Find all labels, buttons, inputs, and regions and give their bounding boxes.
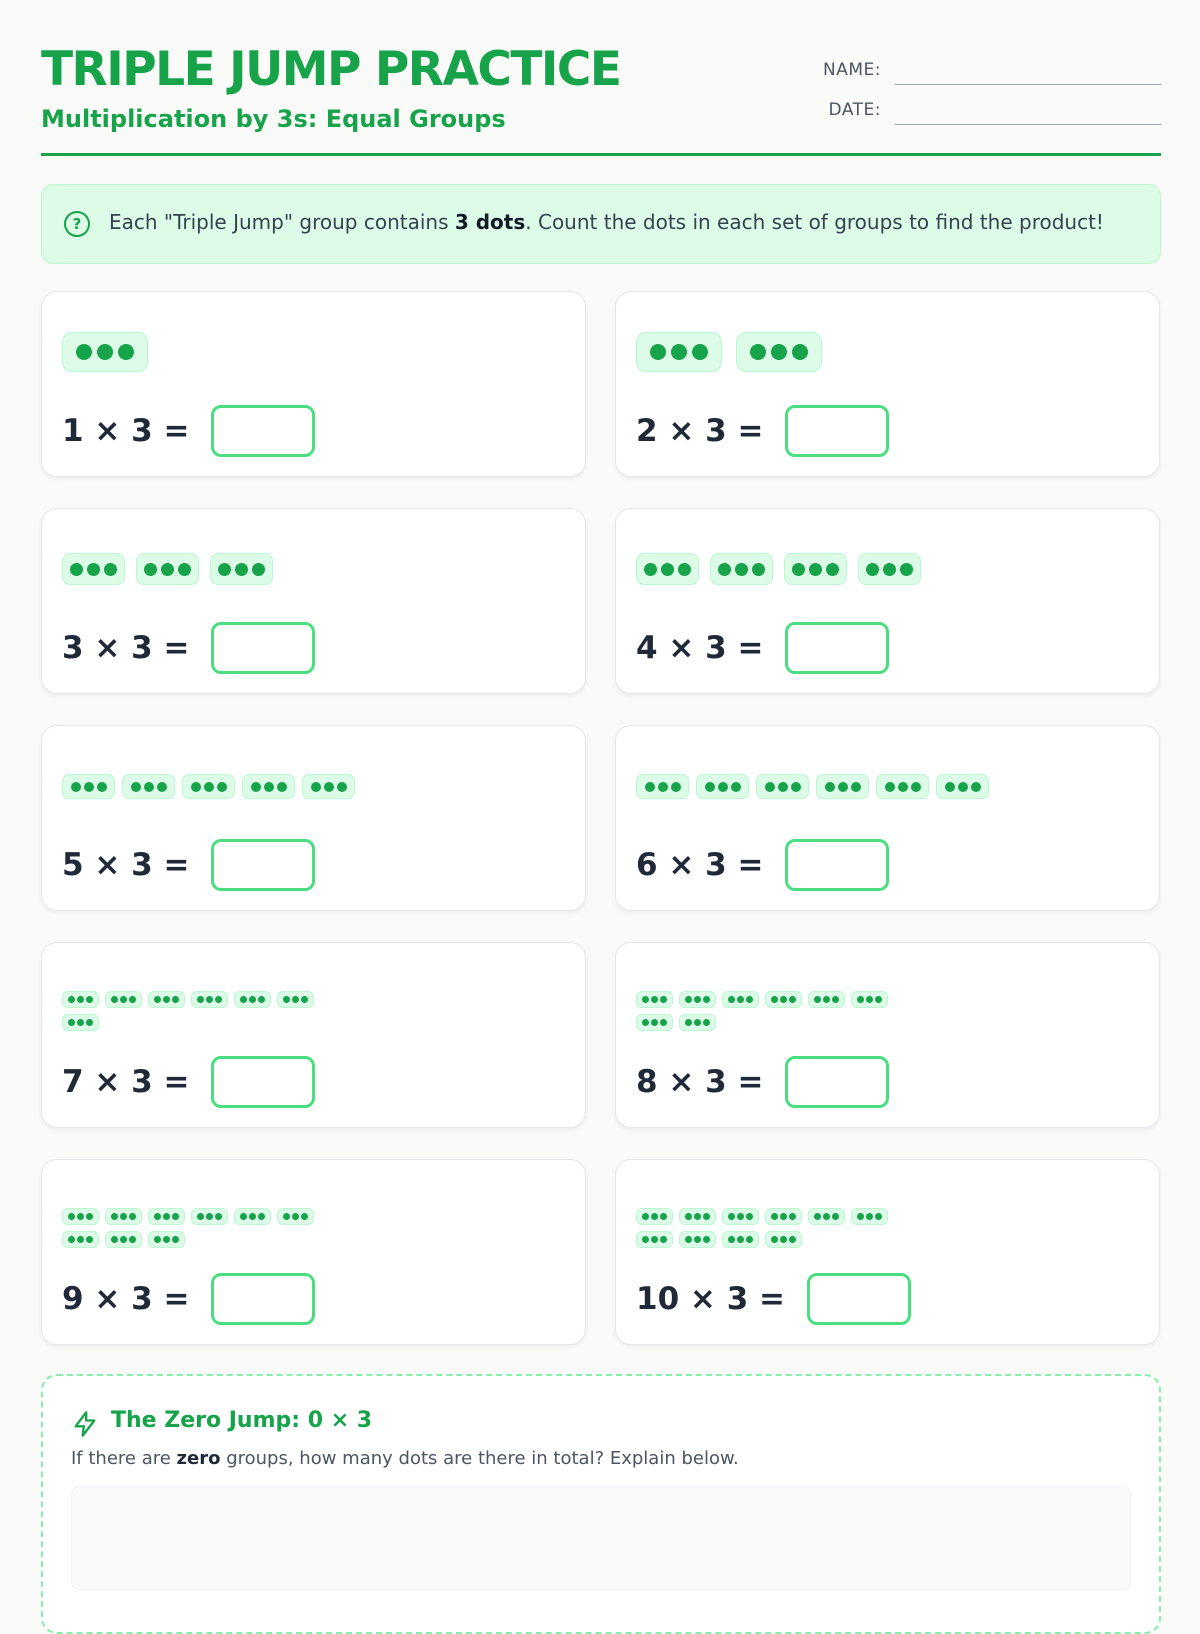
dot <box>791 782 801 792</box>
dot <box>163 1213 170 1220</box>
worksheet-header <box>41 36 1161 158</box>
zero-jump-section <box>41 1374 1161 1634</box>
dot <box>144 563 157 576</box>
dot <box>157 782 167 792</box>
dot-group <box>242 774 295 799</box>
header-divider <box>41 153 1161 156</box>
dot <box>866 996 873 1003</box>
instruction-text-end: . Count the dots in each set of groups to find the product! <box>525 210 1104 234</box>
dot <box>337 782 347 792</box>
dot <box>215 996 222 1003</box>
dot <box>129 1213 136 1220</box>
dot <box>731 782 741 792</box>
dot-group <box>722 1208 759 1225</box>
dot <box>251 782 261 792</box>
dot <box>77 1236 84 1243</box>
equation-row <box>62 1056 315 1108</box>
dot <box>660 1236 667 1243</box>
dot <box>129 1236 136 1243</box>
dot <box>728 996 735 1003</box>
dot <box>832 996 839 1003</box>
dot <box>77 1213 84 1220</box>
dot <box>728 1236 735 1243</box>
dot <box>197 996 204 1003</box>
dot-group <box>136 553 199 585</box>
dot <box>857 996 864 1003</box>
equation-row <box>636 1273 911 1325</box>
dot <box>642 996 649 1003</box>
dot-group <box>636 332 722 372</box>
dot <box>792 563 805 576</box>
dot <box>86 1236 93 1243</box>
equation-row <box>636 1056 889 1108</box>
dot-group <box>696 774 749 799</box>
dot <box>154 996 161 1003</box>
dot <box>718 782 728 792</box>
dot-group <box>148 1208 185 1225</box>
dot <box>87 563 100 576</box>
dot <box>277 782 287 792</box>
dot <box>851 782 861 792</box>
dot <box>240 1213 247 1220</box>
dot <box>746 1236 753 1243</box>
answer-box[interactable] <box>211 405 315 457</box>
answer-box[interactable] <box>785 839 889 891</box>
dot <box>718 563 731 576</box>
dot-group <box>679 1231 716 1248</box>
dot <box>235 563 248 576</box>
problem-card <box>615 1159 1160 1345</box>
dot-group <box>234 991 271 1008</box>
problem-card <box>41 942 586 1128</box>
dot <box>206 1213 213 1220</box>
zero-jump-answer-area[interactable] <box>71 1486 1131 1590</box>
dot <box>703 1213 710 1220</box>
dot <box>120 996 127 1003</box>
instruction-text-bold: 3 dots <box>454 210 526 234</box>
dot <box>163 996 170 1003</box>
dot <box>120 1213 127 1220</box>
dot <box>911 782 921 792</box>
dot <box>301 1213 308 1220</box>
dot <box>86 1213 93 1220</box>
dot-group <box>234 1208 271 1225</box>
equation-text: 7 × 3 = <box>62 1064 190 1100</box>
dot <box>685 1019 692 1026</box>
dot <box>154 1236 161 1243</box>
dot <box>644 563 657 576</box>
dot-group <box>756 774 809 799</box>
equation-text: 2 × 3 = <box>636 413 764 449</box>
page-subtitle: Multiplication by 3s: Equal Groups <box>41 105 506 133</box>
dot <box>240 996 247 1003</box>
instruction-text-start: Each "Triple Jump" group contains <box>109 210 455 234</box>
dot-group <box>808 1208 845 1225</box>
dot-group <box>105 1231 142 1248</box>
zero-jump-title: The Zero Jump: 0 × 3 <box>111 1408 373 1433</box>
dot-group <box>62 1014 99 1031</box>
problem-card <box>615 942 1160 1128</box>
dot <box>750 344 766 360</box>
equation-row <box>636 622 889 674</box>
dot <box>651 1019 658 1026</box>
dot-group <box>636 1014 673 1031</box>
equation-text: 3 × 3 = <box>62 630 190 666</box>
dot-group <box>722 1231 759 1248</box>
answer-box[interactable] <box>785 1056 889 1108</box>
dot <box>172 996 179 1003</box>
dot-group <box>105 991 142 1008</box>
dot <box>264 782 274 792</box>
zero-jump-prompt-start: If there are <box>71 1448 177 1469</box>
dot <box>771 1213 778 1220</box>
dot <box>206 996 213 1003</box>
dot <box>694 1236 701 1243</box>
dot <box>68 1213 75 1220</box>
dot-group <box>765 991 802 1008</box>
dot <box>694 1213 701 1220</box>
dot <box>814 1213 821 1220</box>
dot <box>678 563 691 576</box>
dot-groups <box>636 991 916 1031</box>
dot <box>111 1236 118 1243</box>
dot <box>857 1213 864 1220</box>
dot-group <box>679 1014 716 1031</box>
date-label: DATE: <box>828 100 881 120</box>
dot <box>789 996 796 1003</box>
dot-group <box>679 1208 716 1225</box>
dot <box>71 782 81 792</box>
dot <box>651 1236 658 1243</box>
dot-group <box>148 991 185 1008</box>
dot <box>215 1213 222 1220</box>
dot-groups <box>636 332 822 372</box>
date-input-line[interactable] <box>895 124 1161 125</box>
dot <box>705 782 715 792</box>
dot-groups <box>636 774 989 799</box>
answer-box[interactable] <box>785 622 889 674</box>
dot <box>809 563 822 576</box>
dot-groups <box>62 1208 342 1248</box>
dot <box>703 1019 710 1026</box>
dot <box>292 1213 299 1220</box>
dot <box>131 782 141 792</box>
equation-row <box>62 405 315 457</box>
answer-box[interactable] <box>807 1273 911 1325</box>
dot <box>642 1019 649 1026</box>
equation-text: 1 × 3 = <box>62 413 190 449</box>
dot <box>197 1213 204 1220</box>
dot <box>658 782 668 792</box>
dot <box>825 782 835 792</box>
dot <box>883 563 896 576</box>
dot <box>68 1019 75 1026</box>
dot <box>875 1213 882 1220</box>
dot <box>885 782 895 792</box>
dot-group <box>122 774 175 799</box>
dot <box>685 1213 692 1220</box>
dot <box>778 782 788 792</box>
dot-group <box>784 553 847 585</box>
dot <box>945 782 955 792</box>
dot <box>746 1213 753 1220</box>
dot <box>642 1236 649 1243</box>
dot <box>832 1213 839 1220</box>
dot-group <box>808 991 845 1008</box>
dot-group <box>816 774 869 799</box>
dot <box>86 996 93 1003</box>
dot-group <box>105 1208 142 1225</box>
dot <box>645 782 655 792</box>
dot <box>694 996 701 1003</box>
dot <box>154 1213 161 1220</box>
dot <box>283 1213 290 1220</box>
dot-group <box>191 1208 228 1225</box>
equation-row <box>636 839 889 891</box>
problem-card <box>41 725 586 911</box>
dot <box>191 782 201 792</box>
dot-group <box>277 991 314 1008</box>
answer-box[interactable] <box>211 1273 315 1325</box>
equation-text: 6 × 3 = <box>636 847 764 883</box>
dot <box>728 1213 735 1220</box>
name-field <box>801 56 1161 86</box>
dot <box>660 1019 667 1026</box>
dot-group <box>765 1231 802 1248</box>
answer-box[interactable] <box>211 622 315 674</box>
dot <box>661 563 674 576</box>
dot <box>77 996 84 1003</box>
dot <box>826 563 839 576</box>
name-input-line[interactable] <box>895 84 1161 85</box>
dot-group <box>62 991 99 1008</box>
dot-group <box>876 774 929 799</box>
dot <box>204 782 214 792</box>
dot <box>258 996 265 1003</box>
dot-group <box>679 991 716 1008</box>
dot <box>866 563 879 576</box>
dot <box>84 782 94 792</box>
answer-box[interactable] <box>211 839 315 891</box>
dot <box>771 1236 778 1243</box>
dot <box>97 782 107 792</box>
dot <box>765 782 775 792</box>
dot-group <box>62 332 148 372</box>
dot <box>129 996 136 1003</box>
dot <box>735 563 748 576</box>
dot <box>218 563 231 576</box>
dot <box>746 996 753 1003</box>
zero-jump-prompt-end: groups, how many dots are there in total? Explain below. <box>220 1448 739 1469</box>
problem-card <box>41 1159 586 1345</box>
lightning-bolt-icon <box>71 1410 99 1438</box>
dot <box>671 782 681 792</box>
question-circle-icon: ? <box>64 211 90 237</box>
dot <box>301 996 308 1003</box>
equation-row <box>62 1273 315 1325</box>
equation-text: 5 × 3 = <box>62 847 190 883</box>
dot <box>311 782 321 792</box>
dot-group <box>62 774 115 799</box>
dot <box>76 344 92 360</box>
dot-group <box>148 1231 185 1248</box>
dot-groups <box>62 553 273 585</box>
dot <box>249 996 256 1003</box>
dot <box>660 996 667 1003</box>
dot-group <box>636 774 689 799</box>
dot-groups <box>62 774 355 799</box>
answer-box[interactable] <box>785 405 889 457</box>
equation-row <box>62 839 315 891</box>
dot-group <box>210 553 273 585</box>
instruction-text <box>109 207 1104 237</box>
dot <box>671 344 687 360</box>
zero-jump-prompt <box>71 1448 739 1469</box>
dot <box>172 1213 179 1220</box>
dot-groups <box>62 991 342 1031</box>
dot-group <box>62 1231 99 1248</box>
dot-group <box>765 1208 802 1225</box>
dot-group <box>277 1208 314 1225</box>
dot <box>789 1236 796 1243</box>
equation-row <box>62 622 315 674</box>
equation-text: 8 × 3 = <box>636 1064 764 1100</box>
dot <box>838 782 848 792</box>
dot <box>780 1236 787 1243</box>
dot <box>283 996 290 1003</box>
dot <box>685 996 692 1003</box>
dot-group <box>62 1208 99 1225</box>
dot <box>172 1236 179 1243</box>
dot <box>324 782 334 792</box>
dot <box>737 996 744 1003</box>
dot-group <box>636 1231 673 1248</box>
dot <box>111 996 118 1003</box>
dot <box>651 996 658 1003</box>
dot <box>660 1213 667 1220</box>
dot <box>780 1213 787 1220</box>
dot <box>77 1019 84 1026</box>
dot <box>258 1213 265 1220</box>
dot <box>161 563 174 576</box>
zero-jump-prompt-bold: zero <box>176 1448 221 1469</box>
dot-group <box>636 991 673 1008</box>
dot <box>792 344 808 360</box>
dot <box>875 996 882 1003</box>
dot-group <box>636 1208 673 1225</box>
problem-card <box>41 508 586 694</box>
dot <box>97 344 113 360</box>
dot <box>958 782 968 792</box>
dot <box>178 563 191 576</box>
problem-card <box>615 725 1160 911</box>
name-label: NAME: <box>823 60 881 80</box>
equation-text: 9 × 3 = <box>62 1281 190 1317</box>
equation-row <box>636 405 889 457</box>
dot <box>737 1213 744 1220</box>
dot <box>70 563 83 576</box>
dot <box>771 996 778 1003</box>
dot <box>120 1236 127 1243</box>
dot <box>737 1236 744 1243</box>
dot <box>249 1213 256 1220</box>
page-title: TRIPLE JUMP PRACTICE <box>41 42 621 97</box>
equation-text: 10 × 3 = <box>636 1281 786 1317</box>
dot <box>86 1019 93 1026</box>
date-field <box>801 96 1161 126</box>
dot <box>703 1236 710 1243</box>
problem-card <box>615 508 1160 694</box>
dot <box>898 782 908 792</box>
dot <box>694 1019 701 1026</box>
dot <box>971 782 981 792</box>
problem-card <box>615 291 1160 477</box>
answer-box[interactable] <box>211 1056 315 1108</box>
dot <box>752 563 765 576</box>
instruction-banner <box>41 184 1161 264</box>
dot <box>650 344 666 360</box>
dot <box>771 344 787 360</box>
dot-groups <box>636 1208 916 1248</box>
dot <box>163 1236 170 1243</box>
dot <box>292 996 299 1003</box>
dot-group <box>851 1208 888 1225</box>
dot-group <box>858 553 921 585</box>
dot <box>703 996 710 1003</box>
dot <box>111 1213 118 1220</box>
equation-text: 4 × 3 = <box>636 630 764 666</box>
dot <box>68 996 75 1003</box>
dot-group <box>302 774 355 799</box>
dot-group <box>636 553 699 585</box>
dot <box>642 1213 649 1220</box>
dot-group <box>182 774 235 799</box>
dot <box>900 563 913 576</box>
problem-card <box>41 291 586 477</box>
dot-group <box>710 553 773 585</box>
dot-group <box>191 991 228 1008</box>
dot <box>118 344 134 360</box>
dot <box>866 1213 873 1220</box>
dot <box>685 1236 692 1243</box>
dot <box>651 1213 658 1220</box>
dot-group <box>736 332 822 372</box>
dot-group <box>936 774 989 799</box>
dot <box>823 996 830 1003</box>
dot-groups <box>636 553 921 585</box>
dot <box>68 1236 75 1243</box>
dot-group <box>851 991 888 1008</box>
dot <box>692 344 708 360</box>
dot <box>104 563 117 576</box>
dot <box>814 996 821 1003</box>
dot-groups <box>62 332 148 372</box>
dot-group <box>62 553 125 585</box>
dot <box>823 1213 830 1220</box>
dot <box>144 782 154 792</box>
dot <box>789 1213 796 1220</box>
dot-group <box>722 991 759 1008</box>
dot <box>217 782 227 792</box>
dot <box>780 996 787 1003</box>
dot <box>252 563 265 576</box>
